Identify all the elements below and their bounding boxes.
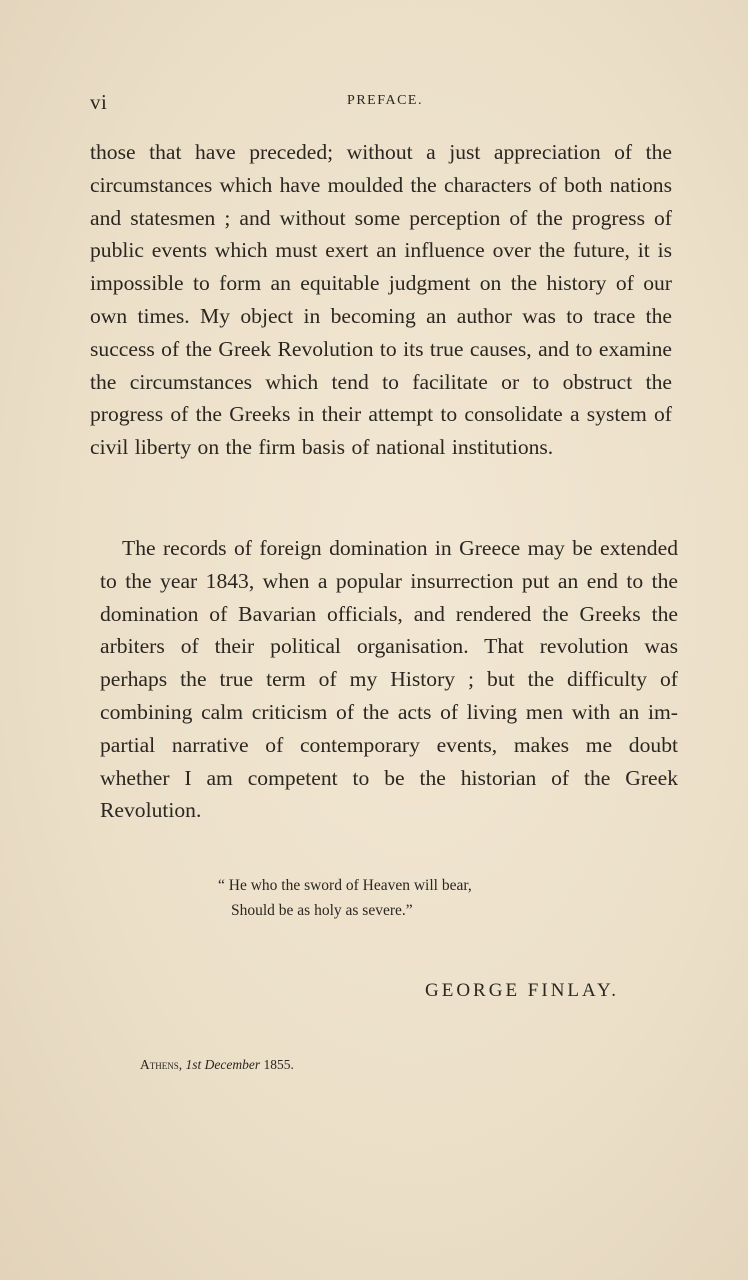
running-title: PREFACE.	[347, 93, 423, 108]
dateline	[140, 1057, 294, 1073]
dateline-date: 1st December	[185, 1057, 261, 1072]
epigraph-line-2: Should be as holy as severe.”	[231, 902, 413, 919]
epigraph-line-1: “ He who the sword of Heaven will bear,	[218, 877, 472, 894]
paragraph-1: those that have preceded; without a just appreciation of the circumstances which have moulded the characters of both nations and statesmen ; and without some perception of the progress of public events which must exert an influence over the future, it is impossible to form an equitable judgment on the history of our own times. My object in becoming an author was to trace the success of the Greek Revolution to its true causes, and to examine the circumstances which tend to facilitate or to obstruct the progress of the Greeks in their attempt to consolidate a system of civil liberty on the firm basis of national institutions.	[90, 140, 672, 460]
epigraph	[218, 873, 472, 923]
dateline-place: Athens,	[140, 1057, 183, 1072]
page-number: vi	[90, 90, 108, 114]
running-head	[90, 90, 680, 114]
paragraph-2: The records of foreign domination in Greece may be extended to the year 1843, when a popular insurrection put an end to the domination of Bavarian officials, and rendered the Greeks the arbiters of their political organisation. That revolution was perhaps the true term of my History ; but the difficulty of combining calm criticism of the acts of living men with an impartial narrative of contemporary events, makes me doubt whether I am competent to be the historian of the Greek Revolution.	[100, 536, 678, 823]
author-signature: GEORGE FINLAY.	[425, 980, 620, 1001]
dateline-year: 1855.	[263, 1057, 294, 1072]
